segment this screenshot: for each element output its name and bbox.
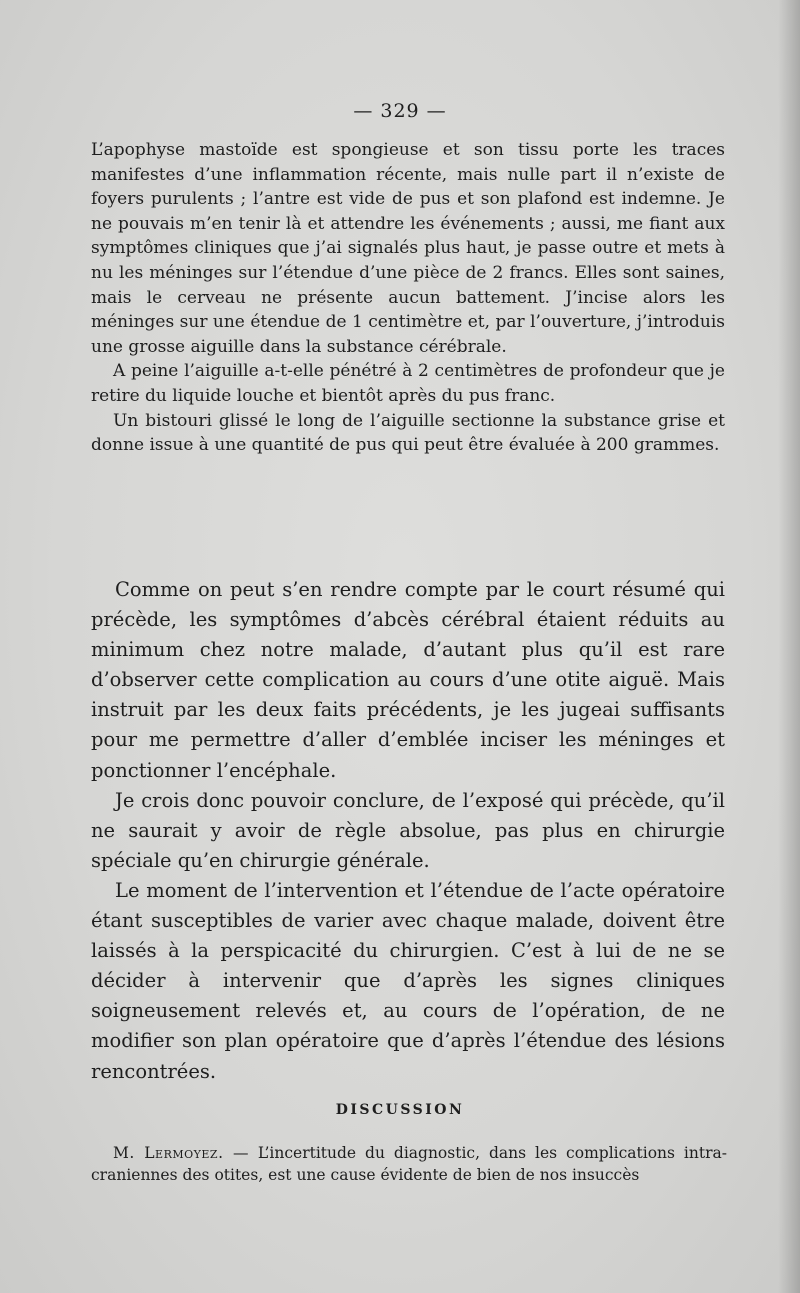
conclusion-paragraph: Le moment de l’intervention et l’étendue de l’acte opératoire étant susceptibles de varier avec chaque malade, doivent être laissés à la perspicacité du chirurgien. C’est à lui de ne se décider à intervenir que d’après les signes cliniques soigneusement relevés et, au cours de l’opération, de ne modifier son plan opératoire que d’après l’étendue des lésions rencontrées. bbox=[91, 878, 725, 1083]
case-report-text bbox=[91, 138, 725, 458]
page-edge-shadow bbox=[778, 0, 800, 1293]
discussion-paragraph bbox=[91, 1142, 727, 1186]
section-heading: DISCUSSION bbox=[335, 1102, 465, 1118]
case-paragraph: L’apophyse mastoïde est spongieuse et son tissu porte les traces manifestes d’une inflammation récente, mais nulle part il n’existe de foyers purulents ; l’antre est vide de pus et son plafond est indemne. Je ne pouvais m’en tenir là et attendre les événements ; aussi, me fiant aux symptômes cliniques que j’ai signalés plus haut, je passe outre et mets à nu les méninges sur l’étendue d’une pièce de 2 francs. Elles sont saines, mais le cerveau ne présente aucun battement. J’incise alors les méninges sur une étendue de 1 centimètre et, par l’ouverture, j’introduis une grosse aiguille dans la substance cérébrale. bbox=[91, 140, 725, 357]
page-number: — 329 — bbox=[353, 100, 447, 122]
case-paragraph: Un bistouri glissé le long de l’aiguille sectionne la substance grise et donne issue à une quantité de pus qui peut être évaluée à 200 grammes. bbox=[91, 410, 725, 456]
conclusion-paragraph: Je crois donc pouvoir conclure, de l’exposé qui précède, qu’il ne saurait y avoir de règle absolue, pas plus en chirurgie spéciale qu’en chirurgie générale. bbox=[91, 788, 725, 872]
discussion-body: L’incertitude du diagnostic, dans les complications intra-craniennes des otites, est une cause évidente de bien de nos insuccès bbox=[91, 1144, 727, 1184]
discussion-text bbox=[91, 1142, 727, 1186]
speaker-name: M. Lermoyez. — bbox=[113, 1144, 249, 1162]
conclusion-paragraph: Comme on peut s’en rendre compte par le court résumé qui précède, les symptômes d’abcès cérébral étaient réduits au minimum chez notre malade, d’autant plus qu’il est rare d’observer cette complication au cours d’une otite aiguë. Mais instruit par les deux faits précédents, je les jugeai suffisants pour me permettre d’aller d’emblée inciser les méninges et ponctionner l’encéphale. bbox=[91, 578, 725, 782]
conclusion-text bbox=[91, 575, 725, 1087]
case-paragraph: A peine l’aiguille a-t-elle pénétré à 2 centimètres de profondeur que je retire du liquide louche et bientôt après du pus franc. bbox=[91, 361, 725, 406]
